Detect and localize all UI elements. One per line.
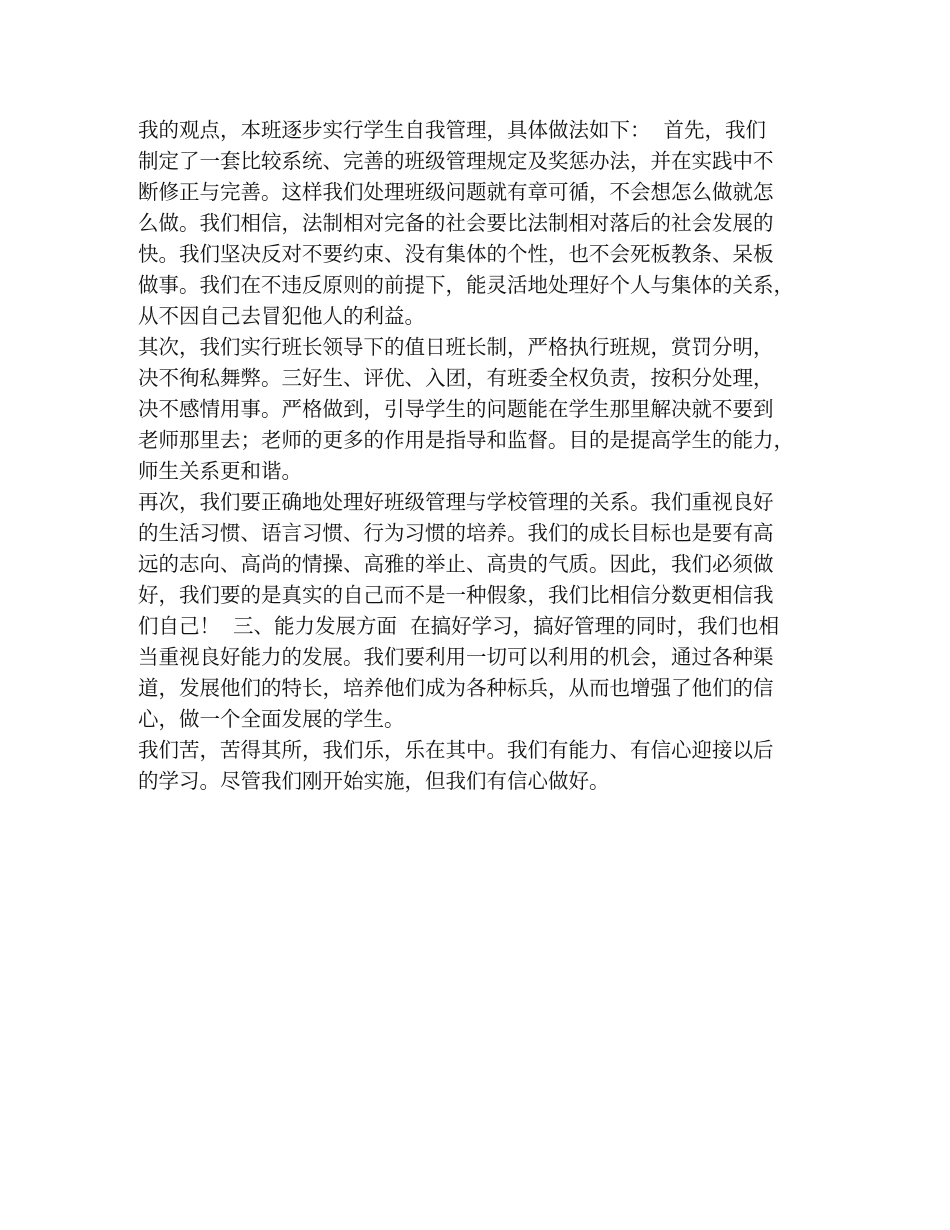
text-line: 好，我们要的是真实的自己而不是一种假象，我们比相信分数更相信我 (138, 583, 774, 607)
text-line: 们自己！ 三、能力发展方面 在搞好学习，搞好管理的同时，我们也相 (138, 614, 780, 638)
text-line: 我们苦，苦得其所，我们乐，乐在其中。我们有能力、有信心迎接以后 (138, 738, 774, 762)
text-line: 决不感情用事。严格做到，引导学生的问题能在学生那里解决就不要到 (138, 397, 774, 421)
text-line: 道，发展他们的特长，培养他们成为各种标兵，从而也增强了他们的信 (138, 676, 774, 700)
text-line: 的生活习惯、语言习惯、行为习惯的培养。我们的成长目标也是要有高 (138, 521, 774, 545)
text-line: 再次，我们要正确地处理好班级管理与学校管理的关系。我们重视良好 (138, 490, 774, 514)
text-line: 从不因自己去冒犯他人的利益。 (138, 304, 425, 328)
text-line: 师生关系更和谐。 (138, 459, 302, 483)
text-line: 做事。我们在不违反原则的前提下，能灵活地处理好个人与集体的关系， (138, 273, 794, 297)
text-line: 快。我们坚决反对不要约束、没有集体的个性，也不会死板教条、呆板 (138, 242, 774, 266)
text-line: 老师那里去；老师的更多的作用是指导和监督。目的是提高学生的能力， (138, 428, 794, 452)
text-line: 决不徇私舞弊。三好生、评优、入团，有班委全权负责，按积分处理， (138, 366, 774, 390)
text-line: 的学习。尽管我们刚开始实施，但我们有信心做好。 (138, 769, 610, 793)
text-line: 断修正与完善。这样我们处理班级问题就有章可循，不会想怎么做就怎 (138, 180, 774, 204)
text-line: 心，做一个全面发展的学生。 (138, 707, 405, 731)
text-line: 我的观点，本班逐步实行学生自我管理，具体做法如下： 首先，我们 (138, 118, 767, 142)
body-text (138, 115, 838, 797)
text-line: 其次，我们实行班长领导下的值日班长制，严格执行班规，赏罚分明， (138, 335, 774, 359)
text-line: 远的志向、高尚的情操、高雅的举止、高贵的气质。因此，我们必须做 (138, 552, 774, 576)
text-line: 当重视良好能力的发展。我们要利用一切可以利用的机会，通过各种渠 (138, 645, 774, 669)
text-line: 制定了一套比较系统、完善的班级管理规定及奖惩办法，并在实践中不 (138, 149, 774, 173)
text-line: 么做。我们相信，法制相对完备的社会要比法制相对落后的社会发展的 (138, 211, 774, 235)
